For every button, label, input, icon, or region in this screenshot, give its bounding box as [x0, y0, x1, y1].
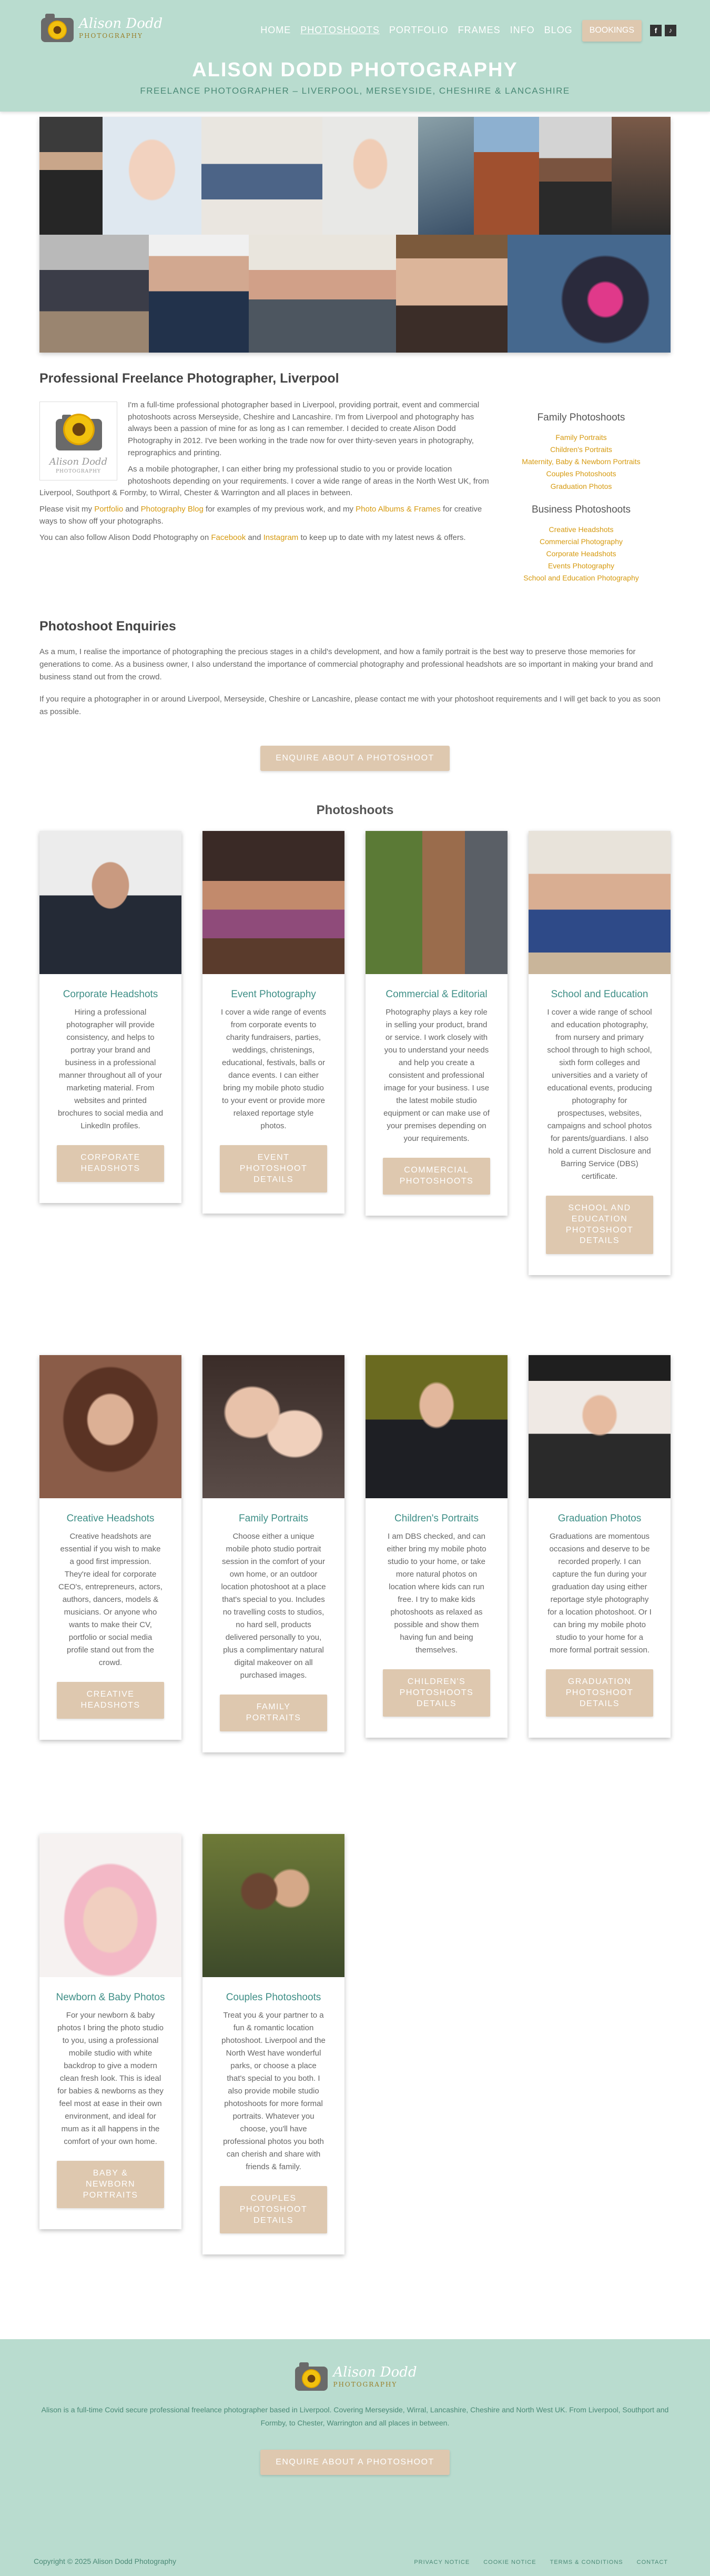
card-couples-photoshoots: [202, 1834, 344, 2255]
site-footer: [0, 2339, 710, 2576]
business-photoshoots-heading: Business Photoshoots: [531, 504, 631, 515]
card-button-graduation-photoshoot[interactable]: GRADUATION PHOTOSHOOT DETAILS: [546, 1669, 653, 1717]
card-text: For your newborn & baby photos I bring the photo studio to you, using a professional mobile studio with white backdrop to give a modern clean fresh look. This is ideal for babies & newborns as they feel most at ease in their own environment, and ideal for mum as it all happens in the comfort of your own home.: [57, 2010, 164, 2146]
card-title: Commercial & Editorial: [386, 988, 488, 1000]
footer-logo-name: Alison Dodd: [333, 2364, 417, 2380]
card-image: [366, 831, 508, 974]
instagram-link[interactable]: Instagram: [263, 533, 299, 542]
camera-sunflower-icon: [39, 12, 76, 44]
intro-paragraph-2: As a mobile photographer, I can either bring my professional studio to you or provide location photoshoots depending on your requirements. I cover a wide range of areas in the North West UK, from Liverpool, Southport & Formby, to Wirral, Chester & Warrington and all places in between.: [39, 464, 489, 498]
copyright: Copyright © 2025 Alison Dodd Photography: [34, 2557, 177, 2565]
card-button-couples-photoshoot[interactable]: COUPLES PHOTOSHOOT DETAILS: [220, 2186, 327, 2233]
terms-link[interactable]: TERMS & CONDITIONS: [550, 2559, 623, 2565]
card-button-family-portraits[interactable]: FAMILY PORTRAITS: [220, 1695, 327, 1731]
photoshoots-heading: Photoshoots: [316, 803, 394, 818]
nav-frames[interactable]: FRAMES: [458, 25, 501, 36]
footer-description: Alison is a full-time Covid secure professional freelance photographer based in Liverpool. Covering Merseyside, Wirral, Lancashire, Cheshire and North West UK. From Liverpool, Southport and Formby, to Chester, Warrington and all places in between.: [41, 2405, 669, 2427]
portrait-photo: [396, 235, 508, 353]
card-button-commercial-photoshoots[interactable]: COMMERCIAL PHOTOSHOOTS: [383, 1158, 490, 1195]
main-nav: [251, 20, 676, 42]
card-image: [202, 1355, 344, 1498]
contact-link[interactable]: CONTACT: [636, 2559, 668, 2565]
card-title: Family Portraits: [239, 1512, 308, 1524]
nav-blog[interactable]: BLOG: [544, 25, 573, 36]
enquiries-heading: Photoshoot Enquiries: [39, 618, 176, 634]
card-childrens-portraits: [366, 1355, 508, 1738]
children-group-photo: [249, 235, 396, 353]
card-button-childrens-photoshoots[interactable]: CHILDREN'S PHOTOSHOOTS DETAILS: [383, 1669, 490, 1717]
sidebar-link-family-portraits[interactable]: Family Portraits: [555, 433, 607, 442]
card-title: Event Photography: [231, 988, 316, 1000]
logo-name: Alison Dodd: [79, 16, 163, 32]
footer-links: [400, 2558, 668, 2567]
card-commercial-editorial: [366, 831, 508, 1216]
sidebar-link-commercial[interactable]: Commercial Photography: [540, 537, 623, 546]
nav-portfolio[interactable]: PORTFOLIO: [389, 25, 449, 36]
intro-paragraph-1: I'm a full-time professional photographer based in Liverpool, providing portrait, event and commercial photoshoots across Merseyside, Cheshire and Lancashire. I'm from Liverpool and photography has always been a passion of mine for as long as I can remember. I decided to create Alison Dodd Photography in 2012. I've been working in the trade now for over thirty-seven years in photography, reprographics and printing.: [128, 400, 480, 457]
footer-logo-subtitle: PHOTOGRAPHY: [333, 2380, 398, 2388]
nav-home[interactable]: HOME: [260, 25, 291, 36]
camera-sunflower-icon: [293, 2360, 330, 2393]
card-text: Graduations are momentous occasions and deserve to be recorded properly. I can capture the fun during your graduation day using either reportage style photography for a location photoshoot. Or I can bring my mobile photo studio to your home for a more formal portrait session.: [547, 1531, 652, 1655]
sidebar-link-creative-headshots[interactable]: Creative Headshots: [549, 525, 614, 534]
hero-subtitle: FREELANCE PHOTOGRAPHER – LIVERPOOL, MERSEYSIDE, CHESHIRE & LANCASHIRE: [140, 86, 570, 96]
hero-title: ALISON DODD PHOTOGRAPHY: [192, 59, 518, 81]
site-logo[interactable]: [39, 12, 163, 44]
logo-subtitle: PHOTOGRAPHY: [79, 32, 143, 39]
card-image: [39, 831, 181, 974]
corporate-photo: [149, 235, 249, 353]
card-title: School and Education: [551, 988, 648, 1000]
photoshoot-cards: [39, 831, 671, 2310]
card-image: [39, 1834, 181, 1977]
sidebar-link-school[interactable]: School and Education Photography: [523, 574, 639, 583]
intro-logo: [39, 402, 117, 480]
footer-enquire-button[interactable]: ENQUIRE ABOUT A PHOTOSHOOT: [260, 2450, 450, 2475]
card-text: I cover a wide range of events from corporate events to charity fundraisers, parties, weddings, christenings, educational, festivals, balls or dance events. I can either bring my mobile photo studio to your event or provide more relaxed reportage style photos.: [220, 1007, 327, 1130]
card-image: [529, 831, 671, 974]
enquiries-paragraph-1: As a mum, I realise the importance of photographing the precious stages in a child's development, and how a family portrait is the best way to preserve those memories for generations to come. As a business owner, I also understand the importance of commercial photography and professional headshots are so important in making your brand and business stand out from the crowd.: [39, 647, 653, 682]
sidebar-link-corporate-headshots[interactable]: Corporate Headshots: [546, 549, 616, 558]
card-title: Newborn & Baby Photos: [56, 1991, 165, 2003]
card-title: Children's Portraits: [394, 1512, 479, 1524]
businessman-photo: [539, 117, 612, 235]
card-title: Creative Headshots: [66, 1512, 155, 1524]
facebook-icon[interactable]: f: [650, 25, 662, 36]
card-title: Couples Photoshoots: [226, 1991, 321, 2003]
intro-text: [39, 399, 492, 585]
card-button-corporate-headshots[interactable]: CORPORATE HEADSHOTS: [57, 1145, 164, 1182]
card-text: Hiring a professional photographer will provide consistency, and helps to portray your brand and business in a professional manner throughout all of your marketing material. From websites and printed brochures to social media and LinkedIn profiles.: [57, 1007, 164, 1130]
card-text: Photography plays a key role in selling your product, brand or service. I work closely with you to understand your needs and help you create a consistent and professional image for your business. I use the latest mobile studio equipment or can make use of your premises depending on your requirements.: [383, 1007, 490, 1143]
sidebar-link-couples[interactable]: Couples Photoshoots: [546, 469, 616, 478]
sidebar-link-events[interactable]: Events Photography: [547, 562, 615, 570]
nav-photoshoots[interactable]: PHOTOSHOOTS: [300, 25, 380, 36]
sidebar-link-maternity[interactable]: Maternity, Baby & Newborn Portraits: [522, 457, 641, 466]
graduation-photo: [39, 117, 103, 235]
tiktok-icon[interactable]: ♪: [665, 25, 676, 36]
card-corporate-headshots: [39, 831, 181, 1203]
intro-paragraph-3: Please visit my Portfolio and Photography Blog for examples of my previous work, and my Photo Albums & Frames for creative ways to show off your photographs.: [39, 505, 482, 526]
enquiries-section: [39, 616, 671, 771]
card-button-event-photoshoot[interactable]: EVENT PHOTOSHOOT DETAILS: [220, 1145, 327, 1192]
card-text: I cover a wide range of school and education photography, from nursery and primary school through to high school, sixth form colleges and universities and a variety of educational events, producing photography for prospectuses, websites, campaigns and school photos for parents/guardians. I also hold a current Disclosure and Barring Service (DBS) certificate.: [547, 1007, 652, 1181]
albums-frames-link[interactable]: Photo Albums & Frames: [356, 505, 441, 514]
flower-art-photo: [508, 235, 671, 353]
card-creative-headshots: [39, 1355, 181, 1740]
intro-logo-name: Alison Dodd: [49, 456, 108, 467]
card-image: [529, 1355, 671, 1498]
portfolio-link[interactable]: Portfolio: [94, 505, 124, 514]
footer-logo[interactable]: [0, 2360, 710, 2393]
card-image: [39, 1355, 181, 1498]
privacy-notice-link[interactable]: PRIVACY NOTICE: [414, 2559, 470, 2565]
family-photoshoots-heading: Family Photoshoots: [537, 412, 625, 423]
cookie-notice-link[interactable]: COOKIE NOTICE: [483, 2559, 536, 2565]
card-title: Corporate Headshots: [63, 988, 158, 1000]
sidebar-link-childrens-portraits[interactable]: Children's Portraits: [550, 445, 612, 454]
card-text: Choose either a unique mobile photo studio portrait session in the comfort of your own home, or an outdoor location photoshoot at a place that's special to you. Includes no travelling costs to studios, no hard sell, products delivered personally to you, plus a complimentary natural digital makeover on all purchased images.: [221, 1531, 326, 1680]
card-button-school-education[interactable]: SCHOOL AND EDUCATION PHOTOSHOOT DETAILS: [546, 1196, 653, 1254]
intro-heading: Professional Freelance Photographer, Liverpool: [39, 371, 339, 386]
nav-info[interactable]: INFO: [510, 25, 535, 36]
woman-photo: [612, 117, 671, 235]
card-button-creative-headshots[interactable]: CREATIVE HEADSHOTS: [57, 1682, 164, 1719]
card-graduation-photos: [529, 1355, 671, 1738]
photoshoot-sidebar: [492, 399, 671, 585]
toddler-photo: [322, 117, 418, 235]
medal-photo: [418, 117, 474, 235]
card-text: Creative headshots are essential if you wish to make a good first impression. They're ideal for corporate CEO's, entrepreneurs, actors, authors, dancers, models & musicians. Or anyone who wants to make their CV, portfolio or social media profile stand out from the crowd.: [58, 1531, 163, 1667]
intro-paragraph-4: You can also follow Alison Dodd Photography on Facebook and Instagram to keep up to date with my latest news & offers.: [39, 533, 466, 542]
bookings-button[interactable]: BOOKINGS: [582, 20, 642, 42]
card-image: [366, 1355, 508, 1498]
enquire-button[interactable]: ENQUIRE ABOUT A PHOTOSHOOT: [260, 746, 450, 771]
card-button-baby-newborn[interactable]: BABY & NEWBORN PORTRAITS: [57, 2161, 164, 2208]
card-text: I am DBS checked, and can either bring my mobile photo studio to your home, or take more natural photos on location where kids can run free. I try to make kids photoshoots as relaxed as possible and show them having fun and being themselves.: [387, 1531, 486, 1655]
site-header: [0, 0, 710, 112]
baby-photo: [103, 117, 201, 235]
card-title: Graduation Photos: [557, 1512, 642, 1524]
card-event-photography: [202, 831, 344, 1214]
card-family-portraits: [202, 1355, 344, 1752]
card-school-education: [529, 831, 671, 1276]
intro-logo-subtitle: PHOTOGRAPHY: [56, 468, 101, 474]
card-text: Treat you & your partner to a fun & romantic location photoshoot. Liverpool and the North West have wonderful parks, or choose a place that's special to you both. I also provide mobile studio photoshoots for more formal portraits. Whatever you choose, you'll have professional photos you both can cherish and share with friends & family.: [221, 2010, 326, 2171]
enquiries-paragraph-2: If you require a photographer in or around Liverpool, Merseyside, Cheshire or Lancashire, please contact me with your photoshoot requirements and I will get back to you as soon as possible.: [39, 695, 661, 717]
family-photo: [201, 117, 322, 235]
card-image: [202, 1834, 344, 1977]
sidebar-link-graduation[interactable]: Graduation Photos: [550, 482, 612, 490]
blog-link[interactable]: Photography Blog: [140, 505, 204, 514]
card-image: [202, 831, 344, 974]
school-photo: [39, 235, 149, 353]
card-newborn-baby: [39, 1834, 181, 2230]
facebook-link[interactable]: Facebook: [211, 533, 246, 542]
photo-collage: [39, 117, 671, 353]
sunflower-icon: [63, 414, 95, 445]
liverpool-building-photo: [474, 117, 539, 235]
